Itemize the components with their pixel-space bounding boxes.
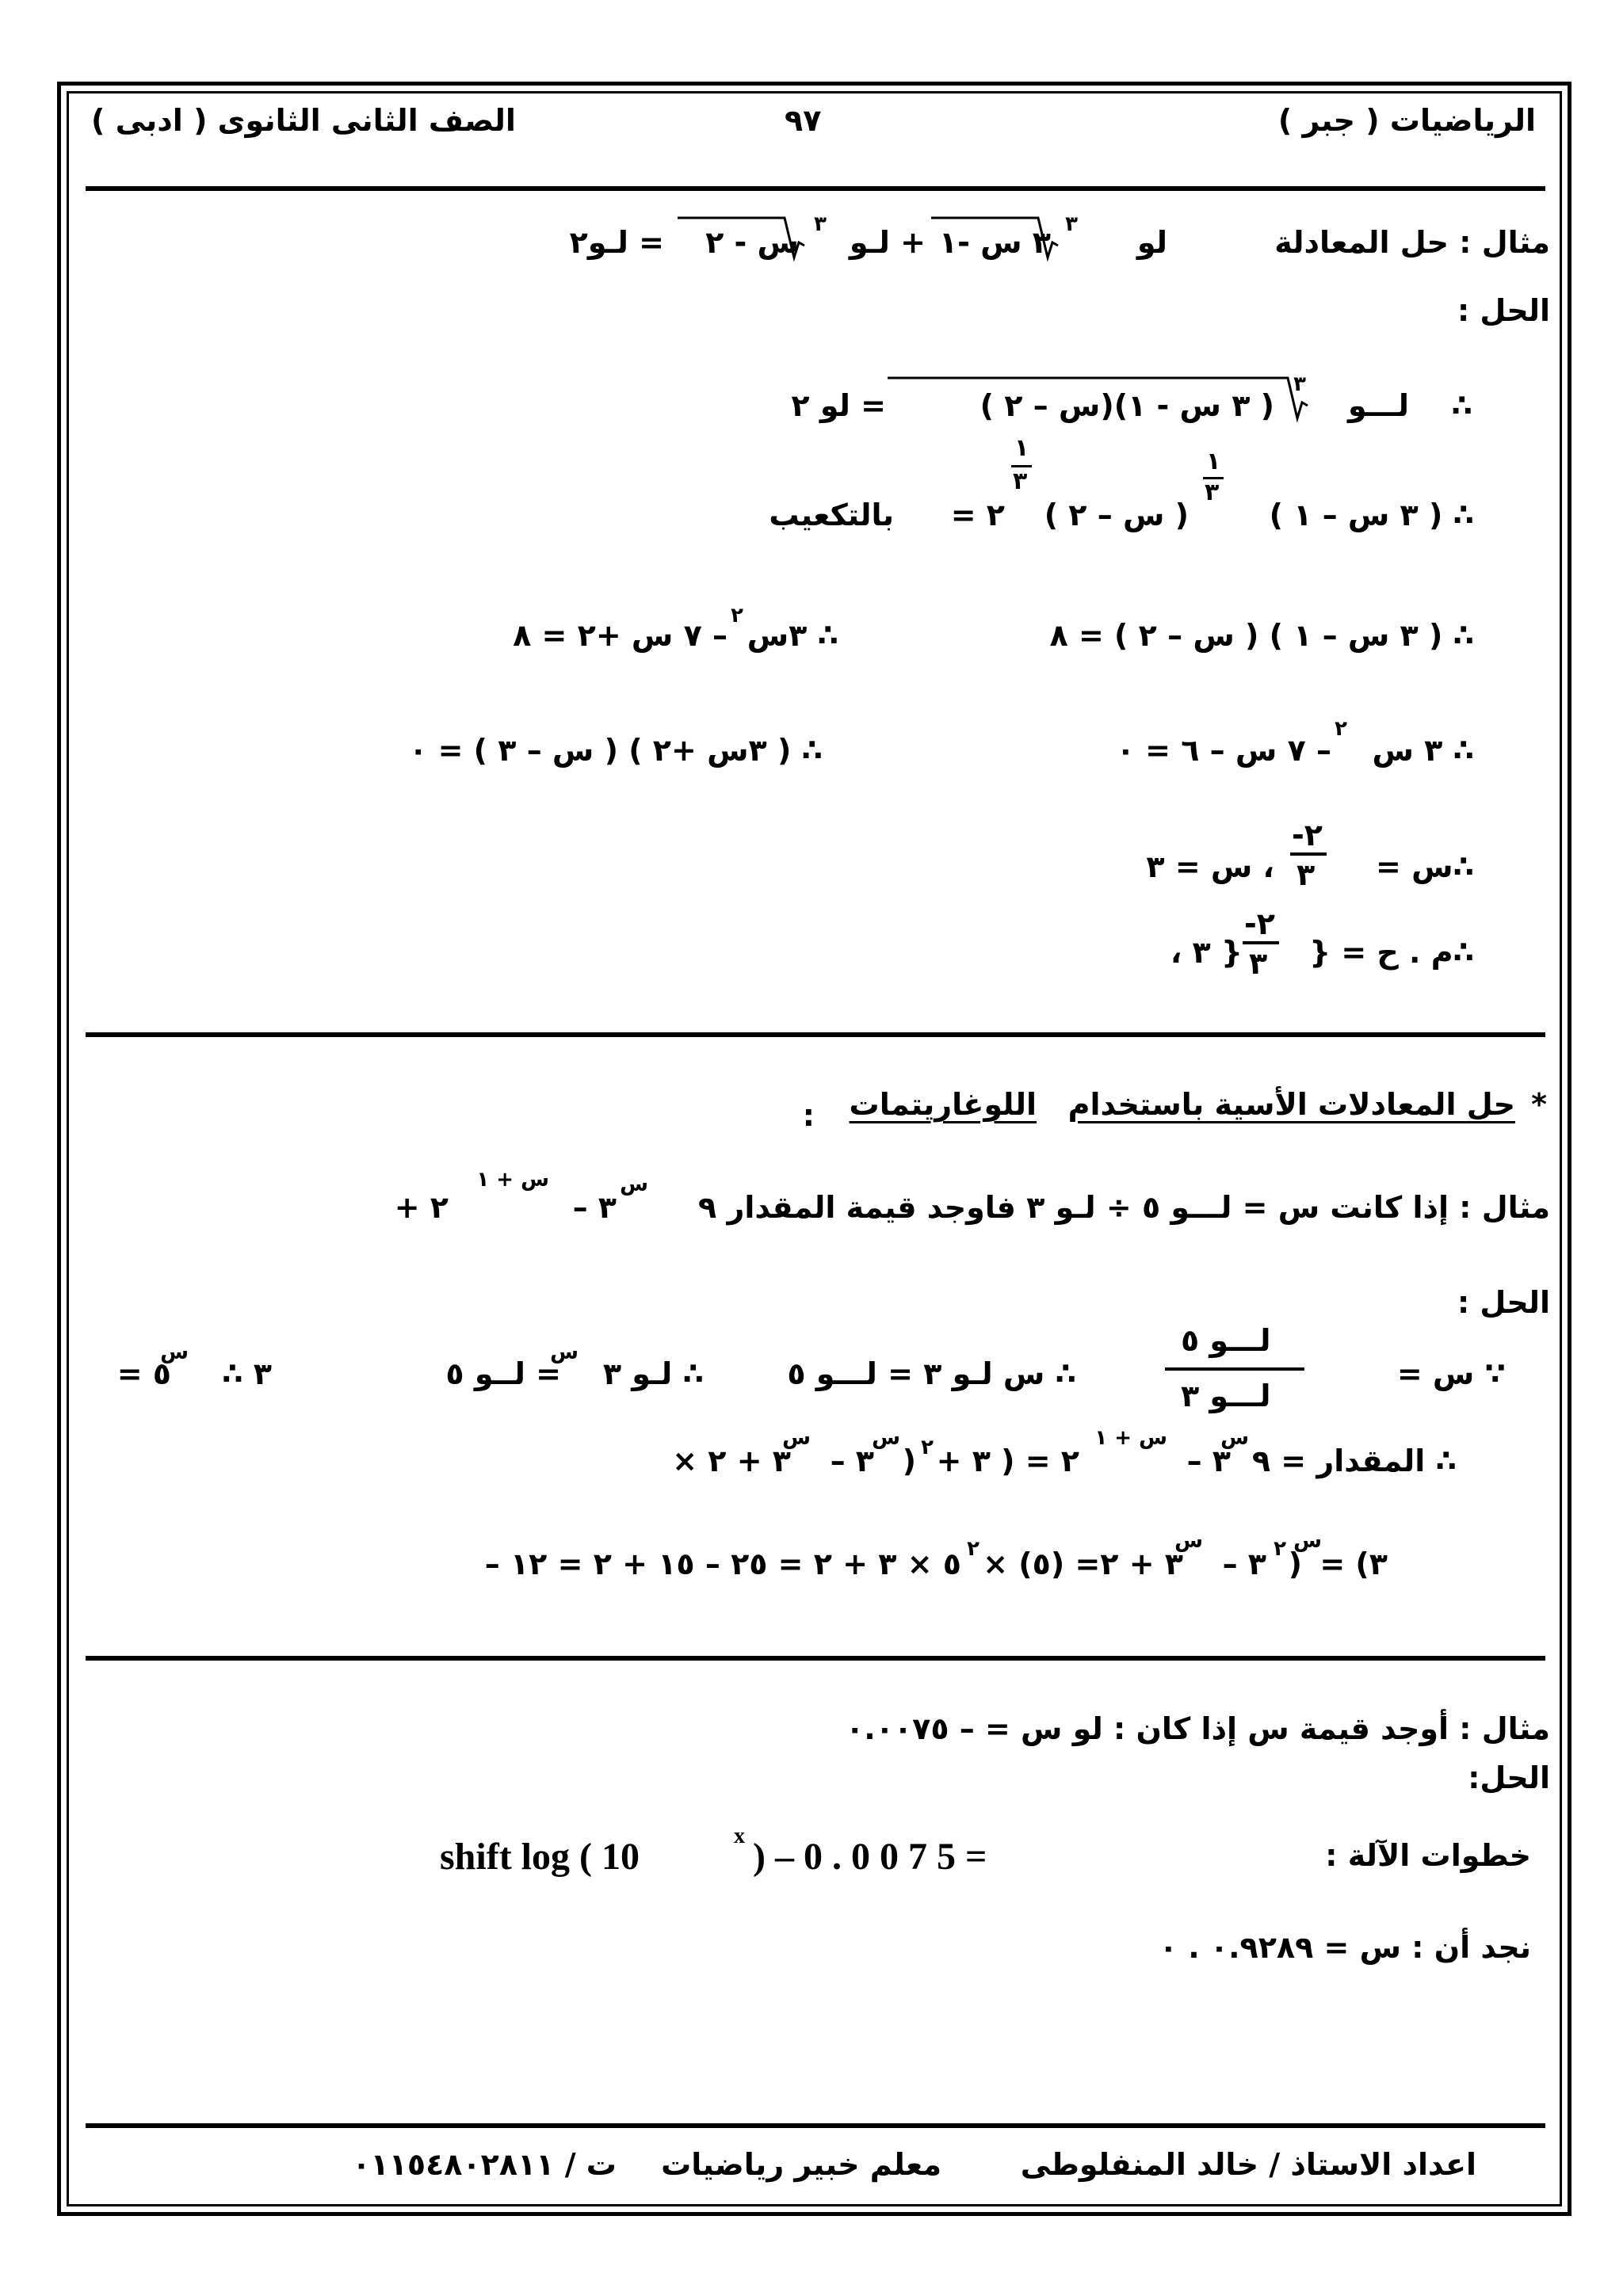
equation-rhs: = لـو٢ bbox=[569, 225, 664, 260]
step2-exp2-den: ٣ bbox=[1013, 467, 1028, 495]
header-subject: الرياضيات ( جبر ) bbox=[1277, 103, 1536, 138]
footer-rule bbox=[86, 2123, 1545, 2128]
radicand-2: س - ٢ bbox=[705, 225, 799, 260]
step2-exp2-num: ١ bbox=[1014, 434, 1029, 462]
root-index-1: ٣ bbox=[1065, 212, 1078, 236]
section-rule-1 bbox=[86, 1032, 1545, 1037]
line1-den: لـــو ٣ bbox=[1181, 1379, 1271, 1413]
line3-b-sup: ٢ bbox=[1274, 1537, 1286, 1561]
line3-d-sup: ٢ bbox=[967, 1537, 980, 1561]
step2-exp1-num: ١ bbox=[1206, 448, 1221, 475]
line1-d-tail: = ٥ bbox=[116, 1356, 171, 1391]
calculator-keys-a: shift log ( 10 bbox=[440, 1836, 640, 1878]
step5-suffix: ، س = ٣ bbox=[1146, 849, 1274, 884]
step5-num: -٢ bbox=[1292, 818, 1323, 852]
line2-a: ∴ المقدار = ٩ bbox=[1251, 1444, 1457, 1478]
line2-a-sup: س bbox=[1220, 1426, 1249, 1450]
step3-right-b: – ٧ س +٢ = ٨ bbox=[513, 618, 727, 653]
line2-b: – ٣ bbox=[1186, 1444, 1231, 1478]
example3-question: مثال : أوجد قيمة س إذا كان : لو س = – ٠.٠٠٧٥ bbox=[846, 1711, 1550, 1746]
line3-c: – ٣ bbox=[1222, 1547, 1266, 1581]
header-rule bbox=[86, 186, 1545, 191]
line2-e: – ٣ bbox=[830, 1444, 874, 1478]
section2-title-b: اللوغاريتمات bbox=[849, 1087, 1037, 1122]
line1-c: ∴ لـو ٣ bbox=[602, 1356, 704, 1391]
section2-tail: + ٢ bbox=[394, 1190, 449, 1225]
step1-log: لـــو bbox=[1347, 388, 1409, 423]
root-index-2: ٣ bbox=[814, 212, 827, 236]
line3-a-sup: س bbox=[1293, 1529, 1322, 1553]
step3-right-a: ∴ ٣س bbox=[747, 618, 838, 653]
section2-example: مثال : إذا كانت س = لـــو ٥ ÷ لـو ٣ فاوجد قيمة المقدار ٩ bbox=[698, 1190, 1550, 1225]
line1-bar bbox=[1165, 1367, 1304, 1371]
line2-d: ) bbox=[902, 1444, 916, 1478]
step6-prefix: ∴م . ح = { bbox=[1309, 935, 1474, 970]
footer-author: اعداد الاستاذ / خالد المنفلوطى bbox=[1020, 2147, 1476, 2182]
step2-rhs: = ٢ bbox=[950, 498, 1005, 532]
section2-star: * bbox=[1531, 1087, 1547, 1122]
line2-b-sup: س + ١ bbox=[1094, 1426, 1167, 1450]
section2-exp-s2: س + ١ bbox=[476, 1168, 549, 1192]
plus-log: + لـو bbox=[849, 225, 926, 260]
step6-bar bbox=[1243, 941, 1279, 944]
step5-den: ٣ bbox=[1296, 857, 1316, 892]
step2-mid: ( س – ٢ ) bbox=[1044, 498, 1189, 532]
line1-c-tail: = لــو ٥ bbox=[445, 1356, 561, 1391]
line1-d-sup: س bbox=[160, 1341, 189, 1364]
step4-left-a: ∴ ٣ س bbox=[1372, 733, 1474, 768]
line1-b: ∴ س لـو ٣ = لـــو ٥ bbox=[787, 1356, 1076, 1391]
line1-num: لـــو ٥ bbox=[1181, 1323, 1271, 1358]
step5-prefix: ∴س = bbox=[1376, 849, 1474, 884]
step3-left: ∴ ( ٣ س – ١ ) ( س – ٢ ) = ٨ bbox=[1049, 618, 1474, 653]
step5-bar bbox=[1290, 852, 1327, 856]
example1-question-prefix: مثال : حل المعادلة bbox=[1274, 225, 1550, 260]
step1-rhs: = لو ٢ bbox=[791, 388, 886, 423]
solution-label-3: الحل: bbox=[1468, 1760, 1550, 1795]
line2-f: × ٣ + ٢ bbox=[672, 1444, 791, 1478]
line3-a: = (٣ bbox=[1319, 1547, 1388, 1581]
calculator-keys-sup: x bbox=[734, 1824, 745, 1848]
footer-title: معلم خبير رياضيات bbox=[661, 2147, 941, 2182]
line3-d: × ٣ + ٢= (٥) bbox=[983, 1547, 1183, 1581]
step1-root-index: ٣ bbox=[1293, 372, 1306, 396]
line2-c-sup: ٢ bbox=[921, 1436, 934, 1459]
section2-title-colon: : bbox=[802, 1098, 815, 1133]
radicand-1: ٣ س -١ bbox=[938, 225, 1051, 260]
step1-radicand: ( ٣ س - ١)(س – ٢ ) bbox=[980, 388, 1274, 423]
section-rule-2 bbox=[86, 1656, 1545, 1661]
step2-lhs: ∴ ( ٣ س – ١ ) bbox=[1269, 498, 1474, 532]
step6-suffix: ، ٣ } bbox=[1170, 935, 1243, 970]
line1-d: ∴ ٣ bbox=[222, 1356, 272, 1391]
step2-exp1-den: ٣ bbox=[1205, 479, 1220, 506]
footer-phone: ت / ٠١١٥٤٨٠٢٨١١ bbox=[352, 2147, 617, 2182]
line2-e-sup: س bbox=[782, 1426, 811, 1450]
line1-because: ∵ س = bbox=[1396, 1356, 1506, 1391]
line3-e: – ٥ × ٣ + ٢ = ٢٥ – ١٥ + ٢ = ١٢ bbox=[484, 1547, 961, 1581]
line2-d-sup: س bbox=[872, 1426, 900, 1450]
solution-label-2: الحل : bbox=[1457, 1285, 1550, 1320]
calculator-steps-label: خطوات الآلة : bbox=[1325, 1838, 1531, 1873]
header-grade: الصف الثانى الثانوى ( ادبى ) bbox=[91, 103, 516, 138]
section2-exp-s1: س bbox=[620, 1173, 648, 1196]
solution-label-1: الحل : bbox=[1457, 293, 1550, 328]
step4-sup: ٢ bbox=[1335, 717, 1347, 741]
step6-den: ٣ bbox=[1249, 946, 1268, 981]
calculator-keys-b: ) – 0 . 0 0 7 5 = bbox=[753, 1836, 987, 1878]
step4-right: ∴ ( ٣س +٢ ) ( س – ٣ ) = ٠ bbox=[409, 733, 823, 768]
line3-b: ) bbox=[1288, 1547, 1302, 1581]
step3-sup: ٢ bbox=[731, 604, 743, 627]
example1-log-1: لو bbox=[1136, 225, 1167, 260]
section2-title-a: حل المعادلات الأسية باستخدام bbox=[1067, 1087, 1515, 1122]
line3-c-sup: س bbox=[1174, 1529, 1203, 1553]
section2-mid-minus: – ٣ bbox=[572, 1190, 617, 1225]
therefore-symbol: ∴ bbox=[1451, 388, 1472, 423]
line2-c: + ٢ = ( ٣ bbox=[936, 1444, 1079, 1478]
step4-left-b: – ٧ س – ٦ = ٠ bbox=[1116, 733, 1331, 768]
step2-note: بالتكعيب bbox=[769, 498, 894, 532]
line1-c-sup: س bbox=[550, 1341, 579, 1364]
step6-num: -٢ bbox=[1244, 906, 1275, 941]
example3-result: نجد أن : س = ٠.٩٢٨٩ . ٠ bbox=[1159, 1930, 1531, 1965]
page-number: ٩٧ bbox=[785, 103, 822, 138]
